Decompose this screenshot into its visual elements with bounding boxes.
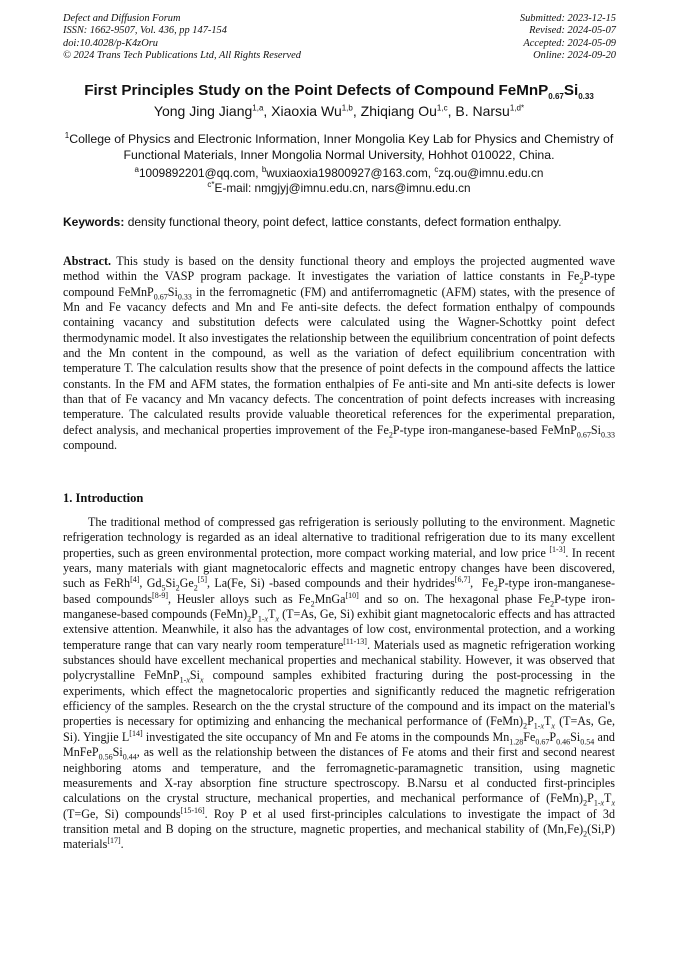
accepted-date: Accepted: 2024-05-09 — [523, 37, 616, 49]
affiliation-sup: 1 — [64, 130, 70, 140]
introduction-paragraph: The traditional method of compressed gas refrigeration is seriously polluting to the environment. Magnetic refrigeration technology is regarded as an ideal alternative to traditional refrigeration due to its many excellent properties, such as green environmental protection, more compact working material, and low price [1-3]. In recent years, many materials with giant magnetocaloric effects and magnetic entropy changes have been discovered, such as FeRh[4], $Gd_5Si_2Ge_2[5]$, La(Fe, Si) -based compounds and their hydrides[6,7], $Fe_2P$-type iron-manganese-based compounds[8-9], Heusler alloys such as $Fe_2MnGa[10]$ and so on. The hexagonal phase $Fe_2P$-type iron-manganese-based compounds $(FeMn)_2P_{1-x}T_x$ (T=As, Ge, Si) exhibit giant magnetocaloric effects and has attracted extensive attention. Meanwhile, it also has the advantages of low cost, environmental protection, and a working temperature range that can vary nearly room temperature[11-13]. Materials used as magnetic refrigeration working substances should have excellent mechanical properties and mechanical stability. However, it was observed that polycrystalline $FeMnP_{1-x}Si_x$ compound samples exhibited fracturing during the post-processing in the experiments, which effect the magnetocaloric properties and significantly reduced the magnetic refrigeration efficiency of the samples. Research on the the crystal structure of the compound and its impact on the material's properties is necessary for optimizing and enhancing the mechanical performance of $(FeMn)_2P_{1-x}T_x$ (T=As, Ge, Si). Yingjie L[14] investigated the site occupancy of Mn and Fe atoms in the compounds $Mn_{1.28}Fe_{0.67}P_{0.46}Si_{0.54}$ and $MnFeP_{0.56}Si_{0.44}$, as well as the relationship between the distances of Fe atoms and their first and second nearest neighboring atoms and temperature, and the ferromagnetic-paramagnetic transition, using magnetic measurements and X-ray absorption fine structure spectroscopy. B.Narsu et al conducted first-principles calculations on the crystal structure, mechanical properties, and mechanical performance of $(FeMn)_2P_{1-x}T_x$ (T=Ge, Si) compounds[15-16]. Roy P et al used first-principles calculations to investigate the impact of 3d transition metal and B doping on the structure, magnetic properties, and mechanical stability of $(Mn,Fe)_2(Si,P)$ materials[17]. — [63, 515, 616, 852]
author-name: B. Narsu — [455, 103, 510, 119]
submitted-date: Submitted: 2023-12-15 — [519, 13, 616, 24]
journal-header-right — [520, 13, 616, 63]
affiliation-text: College of Physics and Electronic Information, Inner Mongolia Key Lab for Physics and Chemistry of Functional Materials, Inner Mongolia Normal University, Hohhot 010022, China. — [69, 132, 614, 162]
title-text: First Principles Study on the Point Defects of Compound FeMnP — [84, 82, 549, 99]
keywords — [63, 215, 623, 229]
paper-title — [0, 82, 678, 102]
issn: ISSN: 1662-9507, Vol. 436, pp 147-154 — [63, 25, 227, 37]
author-list: Yong Jing Jiang$^{1,a}$, Xiaoxia Wu$^{1,b}$, Zhiqiang Ou$^{1,c}$, B. Narsu$^{1,d*}$ — [153, 103, 525, 119]
email-a[interactable]: 1009892201@qq.com, — [138, 166, 262, 180]
abstract-label: Abstract. — [63, 254, 112, 268]
abstract-paragraph: Abstract. This study is based on the density functional theory and employs the projected augmented wave method within the VASP program package. It investigates the variation of lattice constants in $Fe_2P$-type compound $FeMnP_{0.67}Si_{0.33}$ in the ferromagnetic (FM) and antiferromagnetic (AFM) states, with the presence of Mn and Fe vacancy defects and Mn and Fe anti-site defects. the defect formation enthalpy of compounds containing vacancy and substitution defects were calculated using the Wagner-Schottky point defect thermodynamic model. It also investigates the relationship between the equilibrium concentration of point defects and the Mn content in the compound, as well as the variation of defect equilibrium concentration with temperature T. The calculation results show that the presence of point defects in the compound affects the lattice constants. In the FM and AFM states, the formation enthalpies of Fe anti-site and Mn anti-site defects is lower than that of Fe vacancy and Mn vacancy defects. The concentration of point defects increases with increasing temperature. The calculated results provide valuable theoretical references for the experimental preparation, defect analysis, and mechanical properties improvement of the $Fe_2P$-type iron-manganese-based $FeMnP_{0.67}Si_{0.33}$ compound. — [63, 254, 615, 453]
corresponding-email[interactable]: E-mail: nmgjyj@imnu.edu.cn, nars@imnu.edu.cn — [214, 181, 471, 195]
author-sup: 1,d* — [509, 103, 525, 113]
copyright: © 2024 Trans Tech Publications Ltd, All Rights Reserved — [63, 50, 301, 62]
keywords-label: Keywords: — [63, 215, 125, 229]
title-sub-1: 0.67 — [548, 92, 564, 102]
journal-header-left — [63, 13, 301, 63]
title-text-mid: Si — [563, 82, 579, 99]
email-line-2 — [0, 181, 678, 196]
email-b[interactable]: wuxiaoxia19800927@163.com, — [266, 166, 435, 180]
email-sup: c* — [207, 180, 215, 190]
author-name: Xiaoxia Wu — [271, 103, 342, 119]
email-line-1 — [0, 166, 678, 181]
author-sup: 1,c — [436, 103, 448, 113]
keywords-text: density functional theory, point defect, lattice constants, defect formation enthalpy. — [124, 215, 562, 229]
section-heading: 1. Introduction — [63, 491, 144, 505]
title-sub-2: 0.33 — [578, 92, 594, 102]
journal-name: Defect and Diffusion Forum — [63, 13, 181, 24]
author-name: Zhiqiang Ou — [360, 103, 437, 119]
author-sup: 1,a — [252, 103, 264, 113]
online-date: Online: 2024-09-20 — [533, 50, 616, 62]
email-block — [0, 166, 678, 196]
email-c[interactable]: zq.ou@imnu.edu.cn — [438, 166, 544, 180]
doi: doi:10.4028/p-K4zOru — [63, 37, 158, 49]
revised-date: Revised: 2024-05-07 — [529, 25, 616, 37]
author-sup: 1,b — [341, 103, 353, 113]
email-sup: a — [134, 165, 139, 175]
affiliation — [63, 131, 615, 163]
author-name: Yong Jing Jiang — [153, 103, 253, 119]
email-sup: c — [434, 165, 439, 175]
email-sup: b — [261, 165, 267, 175]
